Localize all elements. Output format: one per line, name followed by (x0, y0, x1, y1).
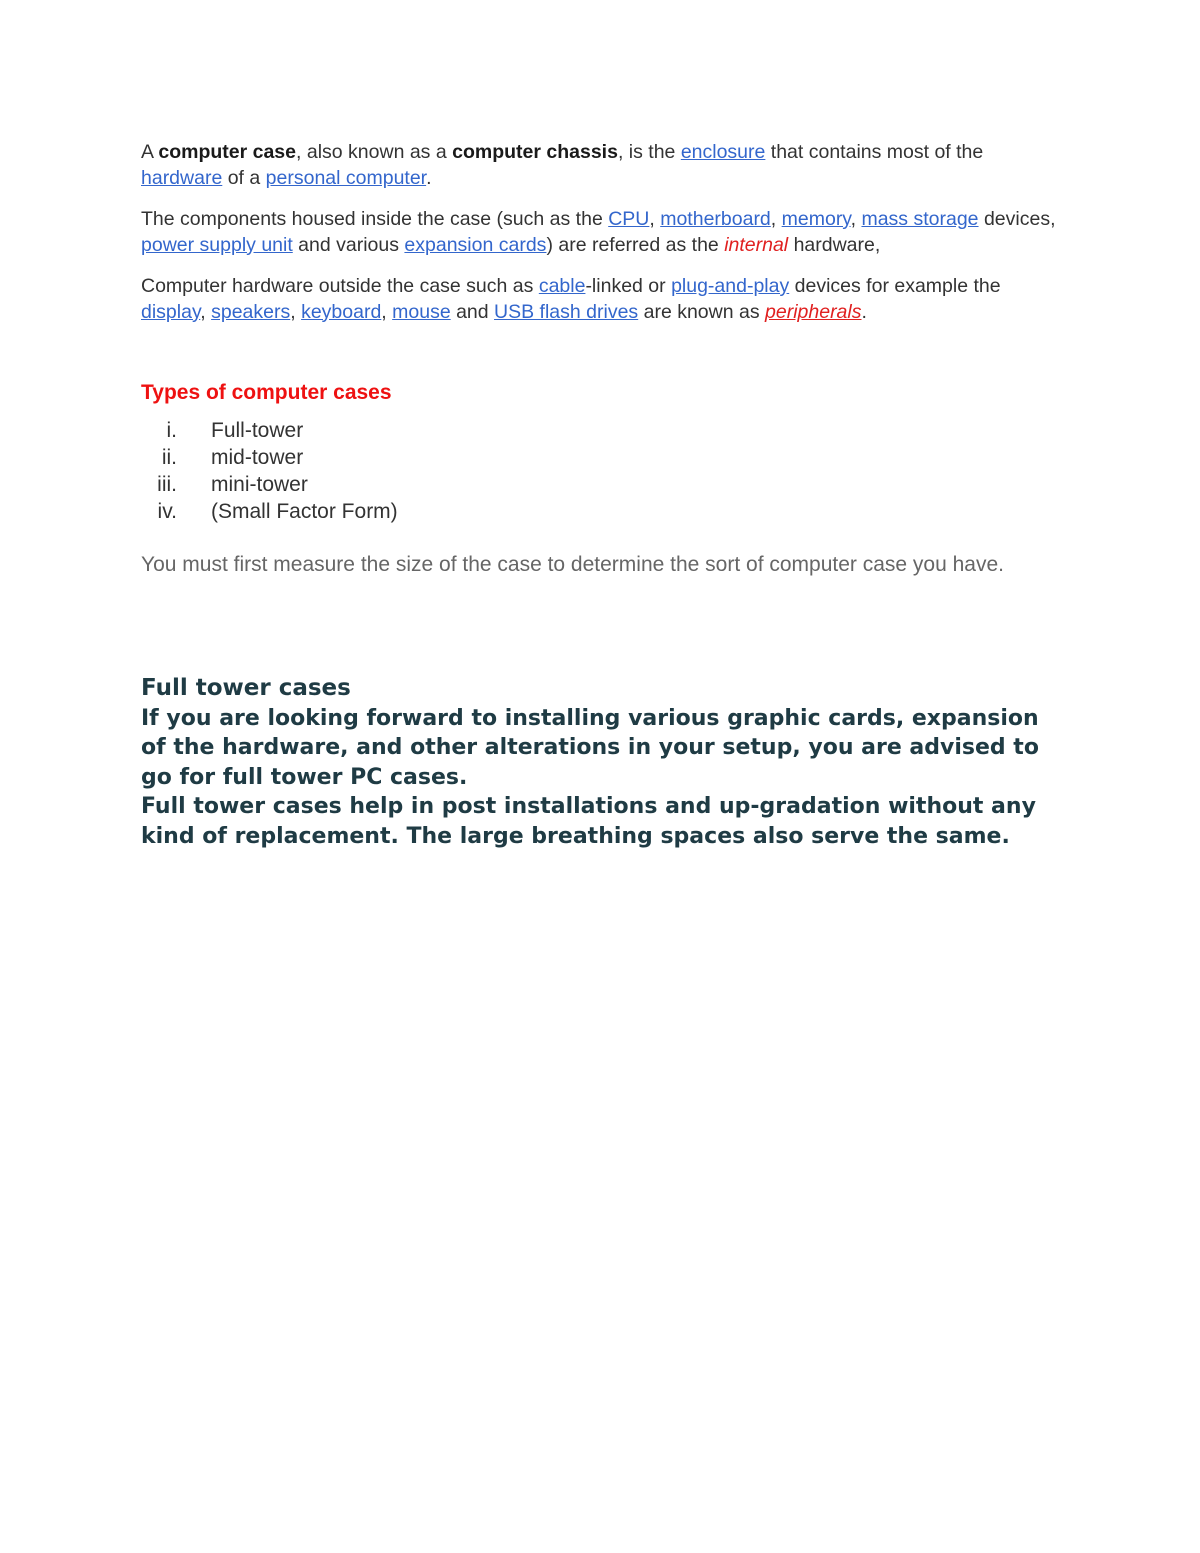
text-span: , (850, 208, 862, 230)
link-mass-storage[interactable]: mass storage (861, 208, 979, 230)
list-label: Full-tower (211, 419, 304, 442)
text-span: hardware, (788, 233, 881, 256)
list-item (141, 471, 1061, 498)
link-expansion-cards[interactable]: expansion cards (404, 233, 547, 256)
text-span: that contains most of the (765, 141, 984, 163)
text-span: , is the (617, 141, 681, 163)
measure-paragraph: You must first measure the size of the case to determine the sort of computer case you have. (141, 553, 1004, 576)
list-item (141, 444, 1061, 471)
link-motherboard[interactable]: motherboard (660, 208, 771, 230)
full-tower-paragraph-2: Full tower cases help in post installations and up-gradation without any kind of replacement. The large breathing spaces also serve the same. (141, 794, 1036, 849)
list-item (141, 417, 1061, 444)
full-tower-title: Full tower cases (141, 675, 351, 701)
link-mouse[interactable]: mouse (392, 300, 451, 323)
text-span: -linked or (585, 275, 672, 297)
link-display[interactable]: display (141, 300, 201, 323)
list-number: ii. (161, 446, 177, 469)
link-keyboard[interactable]: keyboard (301, 300, 382, 323)
text-span: and (450, 300, 495, 323)
link-usb-flash-drives[interactable]: USB flash drives (494, 300, 639, 323)
text-span: The components housed inside the case (such as the (141, 208, 609, 230)
list-item (141, 498, 1061, 525)
text-span: devices, (978, 208, 1056, 230)
list-number: iii. (157, 473, 177, 496)
peripherals-paragraph (141, 274, 1061, 325)
text-span: , (381, 300, 393, 323)
link-personal-computer[interactable]: personal computer (265, 166, 427, 189)
link-memory[interactable]: memory (781, 208, 851, 230)
term-computer-case: computer case (158, 141, 297, 163)
full-tower-section (141, 674, 1061, 851)
list-number: iv. (157, 500, 177, 523)
text-span: , (200, 300, 212, 323)
document-page (141, 140, 1061, 851)
link-enclosure[interactable]: enclosure (680, 141, 766, 163)
list-number: i. (166, 419, 177, 442)
link-cpu[interactable]: CPU (608, 208, 650, 230)
text-span: , (649, 208, 661, 230)
types-heading: Types of computer cases (141, 381, 392, 404)
text-span: Computer hardware outside the case such as (141, 275, 539, 297)
text-span: . (861, 300, 867, 323)
link-power-supply-unit[interactable]: power supply unit (141, 233, 293, 256)
components-paragraph (141, 207, 1061, 258)
full-tower-paragraph-1: If you are looking forward to installing various graphic cards, expansion of the hardware, and other alterations in your setup, you are advised to go for full tower PC cases. (141, 705, 1039, 790)
text-span: devices for example the (789, 275, 1001, 297)
text-span: are known as (638, 300, 766, 323)
text-span: , also known as a (296, 141, 453, 163)
text-span: ) are referred as the (546, 233, 725, 256)
link-speakers[interactable]: speakers (211, 300, 291, 323)
text-span: of a (222, 166, 266, 189)
text-span: A (141, 141, 159, 163)
text-span: , (290, 300, 302, 323)
text-span: , (770, 208, 782, 230)
link-cable[interactable]: cable (538, 275, 586, 297)
text-span: . (426, 166, 432, 189)
list-label: mini-tower (211, 473, 308, 496)
list-label: (Small Factor Form) (211, 500, 398, 523)
link-hardware[interactable]: hardware (141, 166, 223, 189)
term-computer-chassis: computer chassis (452, 141, 618, 163)
intro-paragraph (141, 140, 1061, 191)
term-internal: internal (724, 233, 789, 256)
text-span: and various (292, 233, 405, 256)
types-list (141, 417, 1061, 525)
link-plug-and-play[interactable]: plug-and-play (671, 275, 790, 297)
list-label: mid-tower (211, 446, 304, 469)
link-peripherals[interactable]: peripherals (765, 300, 862, 323)
